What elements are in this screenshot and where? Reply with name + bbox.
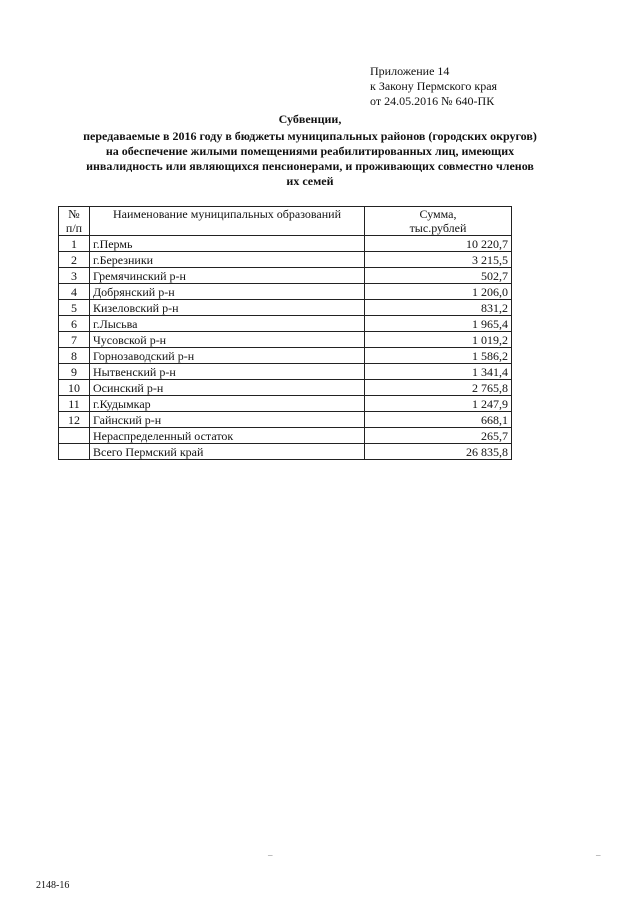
row-sum: 265,7 — [365, 428, 512, 444]
row-sum: 831,2 — [365, 300, 512, 316]
header-sum — [365, 207, 512, 236]
row-name: г.Лысьва — [90, 316, 365, 332]
row-number: 11 — [59, 396, 90, 412]
table-row — [59, 396, 512, 412]
row-number: 12 — [59, 412, 90, 428]
row-sum: 668,1 — [365, 412, 512, 428]
row-number: 3 — [59, 268, 90, 284]
row-number: 1 — [59, 236, 90, 252]
row-sum: 1 586,2 — [365, 348, 512, 364]
table-row — [59, 348, 512, 364]
row-sum: 1 341,4 — [365, 364, 512, 380]
row-number: 10 — [59, 380, 90, 396]
row-name: Осинский р-н — [90, 380, 365, 396]
row-number: 4 — [59, 284, 90, 300]
header-number — [59, 207, 90, 236]
scan-mark: – — [268, 850, 273, 860]
row-number: 2 — [59, 252, 90, 268]
appendix-line: к Закону Пермского края — [370, 79, 498, 93]
row-number: 5 — [59, 300, 90, 316]
row-sum: 2 765,8 — [365, 380, 512, 396]
row-name: Добрянский р-н — [90, 284, 365, 300]
table-row — [59, 268, 512, 284]
row-name: Нераспределенный остаток — [90, 428, 365, 444]
row-name: г.Кудымкар — [90, 396, 365, 412]
row-name: Всего Пермский край — [90, 444, 365, 460]
row-name: Кизеловский р-н — [90, 300, 365, 316]
row-sum: 3 215,5 — [365, 252, 512, 268]
row-name: Чусовской р-н — [90, 332, 365, 348]
document-title — [40, 112, 580, 189]
table-row — [59, 412, 512, 428]
row-name: Горнозаводский р-н — [90, 348, 365, 364]
row-number: 6 — [59, 316, 90, 332]
appendix-line: от 24.05.2016 № 640-ПК — [370, 94, 495, 108]
row-sum: 1 965,4 — [365, 316, 512, 332]
row-name: г.Березники — [90, 252, 365, 268]
row-sum: 502,7 — [365, 268, 512, 284]
scan-mark: – — [596, 850, 601, 860]
table-row — [59, 284, 512, 300]
appendix-header — [370, 64, 497, 109]
table-row — [59, 300, 512, 316]
header-sum-line1: Сумма, — [419, 207, 457, 221]
row-name: Гремячинский р-н — [90, 268, 365, 284]
row-name: Гайнский р-н — [90, 412, 365, 428]
subsidy-table — [58, 206, 512, 460]
table-row — [59, 364, 512, 380]
table-row — [59, 380, 512, 396]
row-sum: 1 206,0 — [365, 284, 512, 300]
header-number-line1: № — [68, 207, 80, 221]
row-number: 8 — [59, 348, 90, 364]
table-row — [59, 236, 512, 252]
title-line: на обеспечение жилыми помещениями реабилитированных лиц, имеющих — [105, 144, 515, 158]
row-number — [59, 428, 90, 444]
document-code: 2148-16 — [36, 880, 70, 891]
table-row — [59, 332, 512, 348]
header-number-line2: п/п — [65, 221, 83, 235]
table-row — [59, 428, 512, 444]
table-row — [59, 316, 512, 332]
header-sum-line2: тыс.рублей — [409, 221, 467, 235]
row-name: г.Пермь — [90, 236, 365, 252]
row-sum: 26 835,8 — [365, 444, 512, 460]
appendix-line: Приложение 14 — [370, 64, 450, 78]
row-number — [59, 444, 90, 460]
table-header-row — [59, 207, 512, 236]
row-number: 9 — [59, 364, 90, 380]
row-sum: 10 220,7 — [365, 236, 512, 252]
header-name: Наименование муниципальных образований — [90, 207, 365, 236]
title-main: Субвенции, — [278, 112, 342, 126]
table-row — [59, 444, 512, 460]
table-row — [59, 252, 512, 268]
title-line: инвалидность или являющихся пенсионерами, и проживающих совместно членов — [86, 159, 534, 173]
row-name: Нытвенский р-н — [90, 364, 365, 380]
row-number: 7 — [59, 332, 90, 348]
title-line: передаваемые в 2016 году в бюджеты муниципальных районов (городских округов) — [83, 129, 537, 143]
row-sum: 1 019,2 — [365, 332, 512, 348]
row-sum: 1 247,9 — [365, 396, 512, 412]
title-line: их семей — [286, 174, 334, 188]
